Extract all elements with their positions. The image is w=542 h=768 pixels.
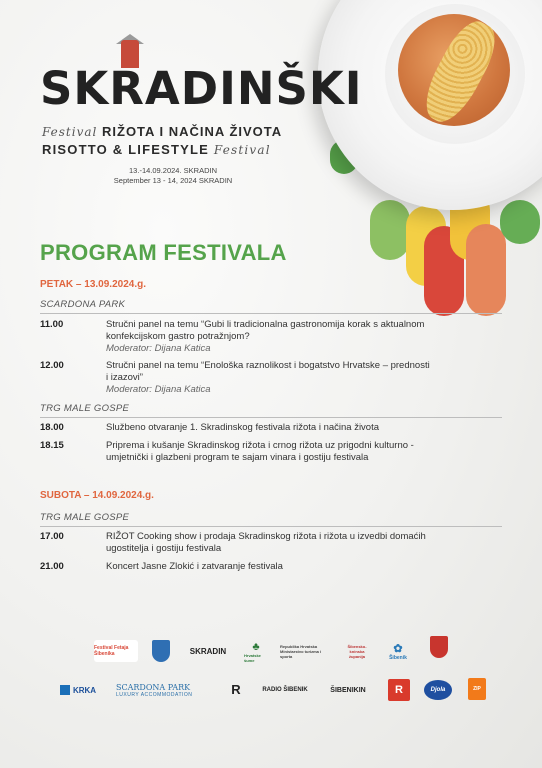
event-description: Stručni panel na temu “Enološka raznolikost i bogatstvo Hrvatske – prednosti i izazovi” Moderator: Dijana Katica: [106, 360, 502, 396]
divider: [40, 526, 502, 527]
event-description: Priprema i kušanje Skradinskog rižota i crnog rižota uz prigodni kulturno - umjetnički i glazbeni program te sajam vinara i gostiju festivala: [106, 440, 414, 463]
event-time: 11.00: [40, 319, 64, 330]
sponsor-logo-scardona-park: SCARDONA PARK LUXURY ACCOMMODATION: [116, 682, 193, 698]
deco-bar-orange: [466, 224, 506, 316]
deco-bar-green-1: [370, 200, 410, 260]
event-time: 21.00: [40, 561, 64, 572]
sponsor-logo-krka: KRKA: [52, 682, 104, 698]
venue-scardona-park: SCARDONA PARK: [40, 299, 126, 310]
divider: [40, 313, 502, 314]
event-time: 12.00: [40, 360, 64, 371]
event-description: Stručni panel na temu “Gubi li tradicionalna gastronomija korak s aktualnom konfekcijskom gastro potražnjom? Moderator: Dijana Katica: [106, 319, 502, 355]
sponsor-logo-zip: ZIP: [468, 678, 486, 700]
logo-subtitle-en: RISOTTO & LIFESTYLE Festival: [42, 142, 271, 157]
sponsor-logo-zupanija: Šibensko-kninska županija: [347, 643, 367, 659]
divider: [40, 417, 502, 418]
day-label-friday: PETAK – 13.09.2024.g.: [40, 279, 146, 290]
sponsor-logo-r: R: [231, 681, 241, 697]
event-description: Službeno otvaranje 1. Skradinskog festivala rižota i načina života: [106, 422, 380, 433]
deco-bar-green-2: [500, 200, 540, 244]
sponsor-crest-icon: [152, 640, 170, 662]
logo-wordmark: SKRADINŠKI: [40, 62, 363, 115]
sponsor-logo-hrvatske-sume: ♣ Hrvatske šume: [244, 641, 261, 663]
sponsor-logo-festival: Festival Fetaja Šibenika: [94, 640, 138, 662]
sponsor-crest-icon: [430, 636, 448, 658]
sponsor-logo-radio-sibenik: RADIO ŠIBENIK: [262, 687, 308, 693]
venue-trg-male-gospe: TRG MALE GOSPE: [40, 403, 130, 414]
event-time: 17.00: [40, 531, 64, 542]
sponsor-logo-skradin: SKRADIN: [189, 646, 227, 656]
event-time: 18.00: [40, 422, 64, 433]
festival-date-hr: 13.-14.09.2024. SKRADIN: [129, 166, 217, 175]
event-moderator: Moderator: Dijana Katica: [106, 343, 211, 354]
festival-date-en: September 13 - 14, 2024 SKRADIN: [113, 176, 233, 185]
logo-subtitle-hr: Festival RIŽOTA I NAČINA ŽIVOTA: [42, 124, 283, 139]
sponsor-logo-sibenik: ✿ Šibenik: [389, 642, 407, 661]
event-description: RIŽOT Cooking show i prodaja Skradinskog rižota i rižota u izvedbi domaćih ugostitelja i gostiju festivala: [106, 531, 426, 554]
event-time: 18.15: [40, 440, 64, 451]
day-label-saturday: SUBOTA – 14.09.2024.g.: [40, 490, 154, 501]
sponsor-logo-sibenikin: ŠIBENIKIN: [330, 686, 366, 694]
event-description: Koncert Jasne Zlokić i zatvaranje festivala: [106, 561, 283, 572]
sponsor-logo-rtl: R: [388, 679, 410, 701]
sponsor-logo-ministarstvo: Republika Hrvatska Ministarstvo turizma i sporta: [280, 643, 322, 659]
sponsor-logo-djola: Djola: [424, 680, 452, 700]
event-moderator: Moderator: Dijana Katica: [106, 384, 211, 395]
venue-trg-male-gospe: TRG MALE GOSPE: [40, 512, 130, 523]
program-title: PROGRAM FESTIVALA: [40, 240, 287, 265]
